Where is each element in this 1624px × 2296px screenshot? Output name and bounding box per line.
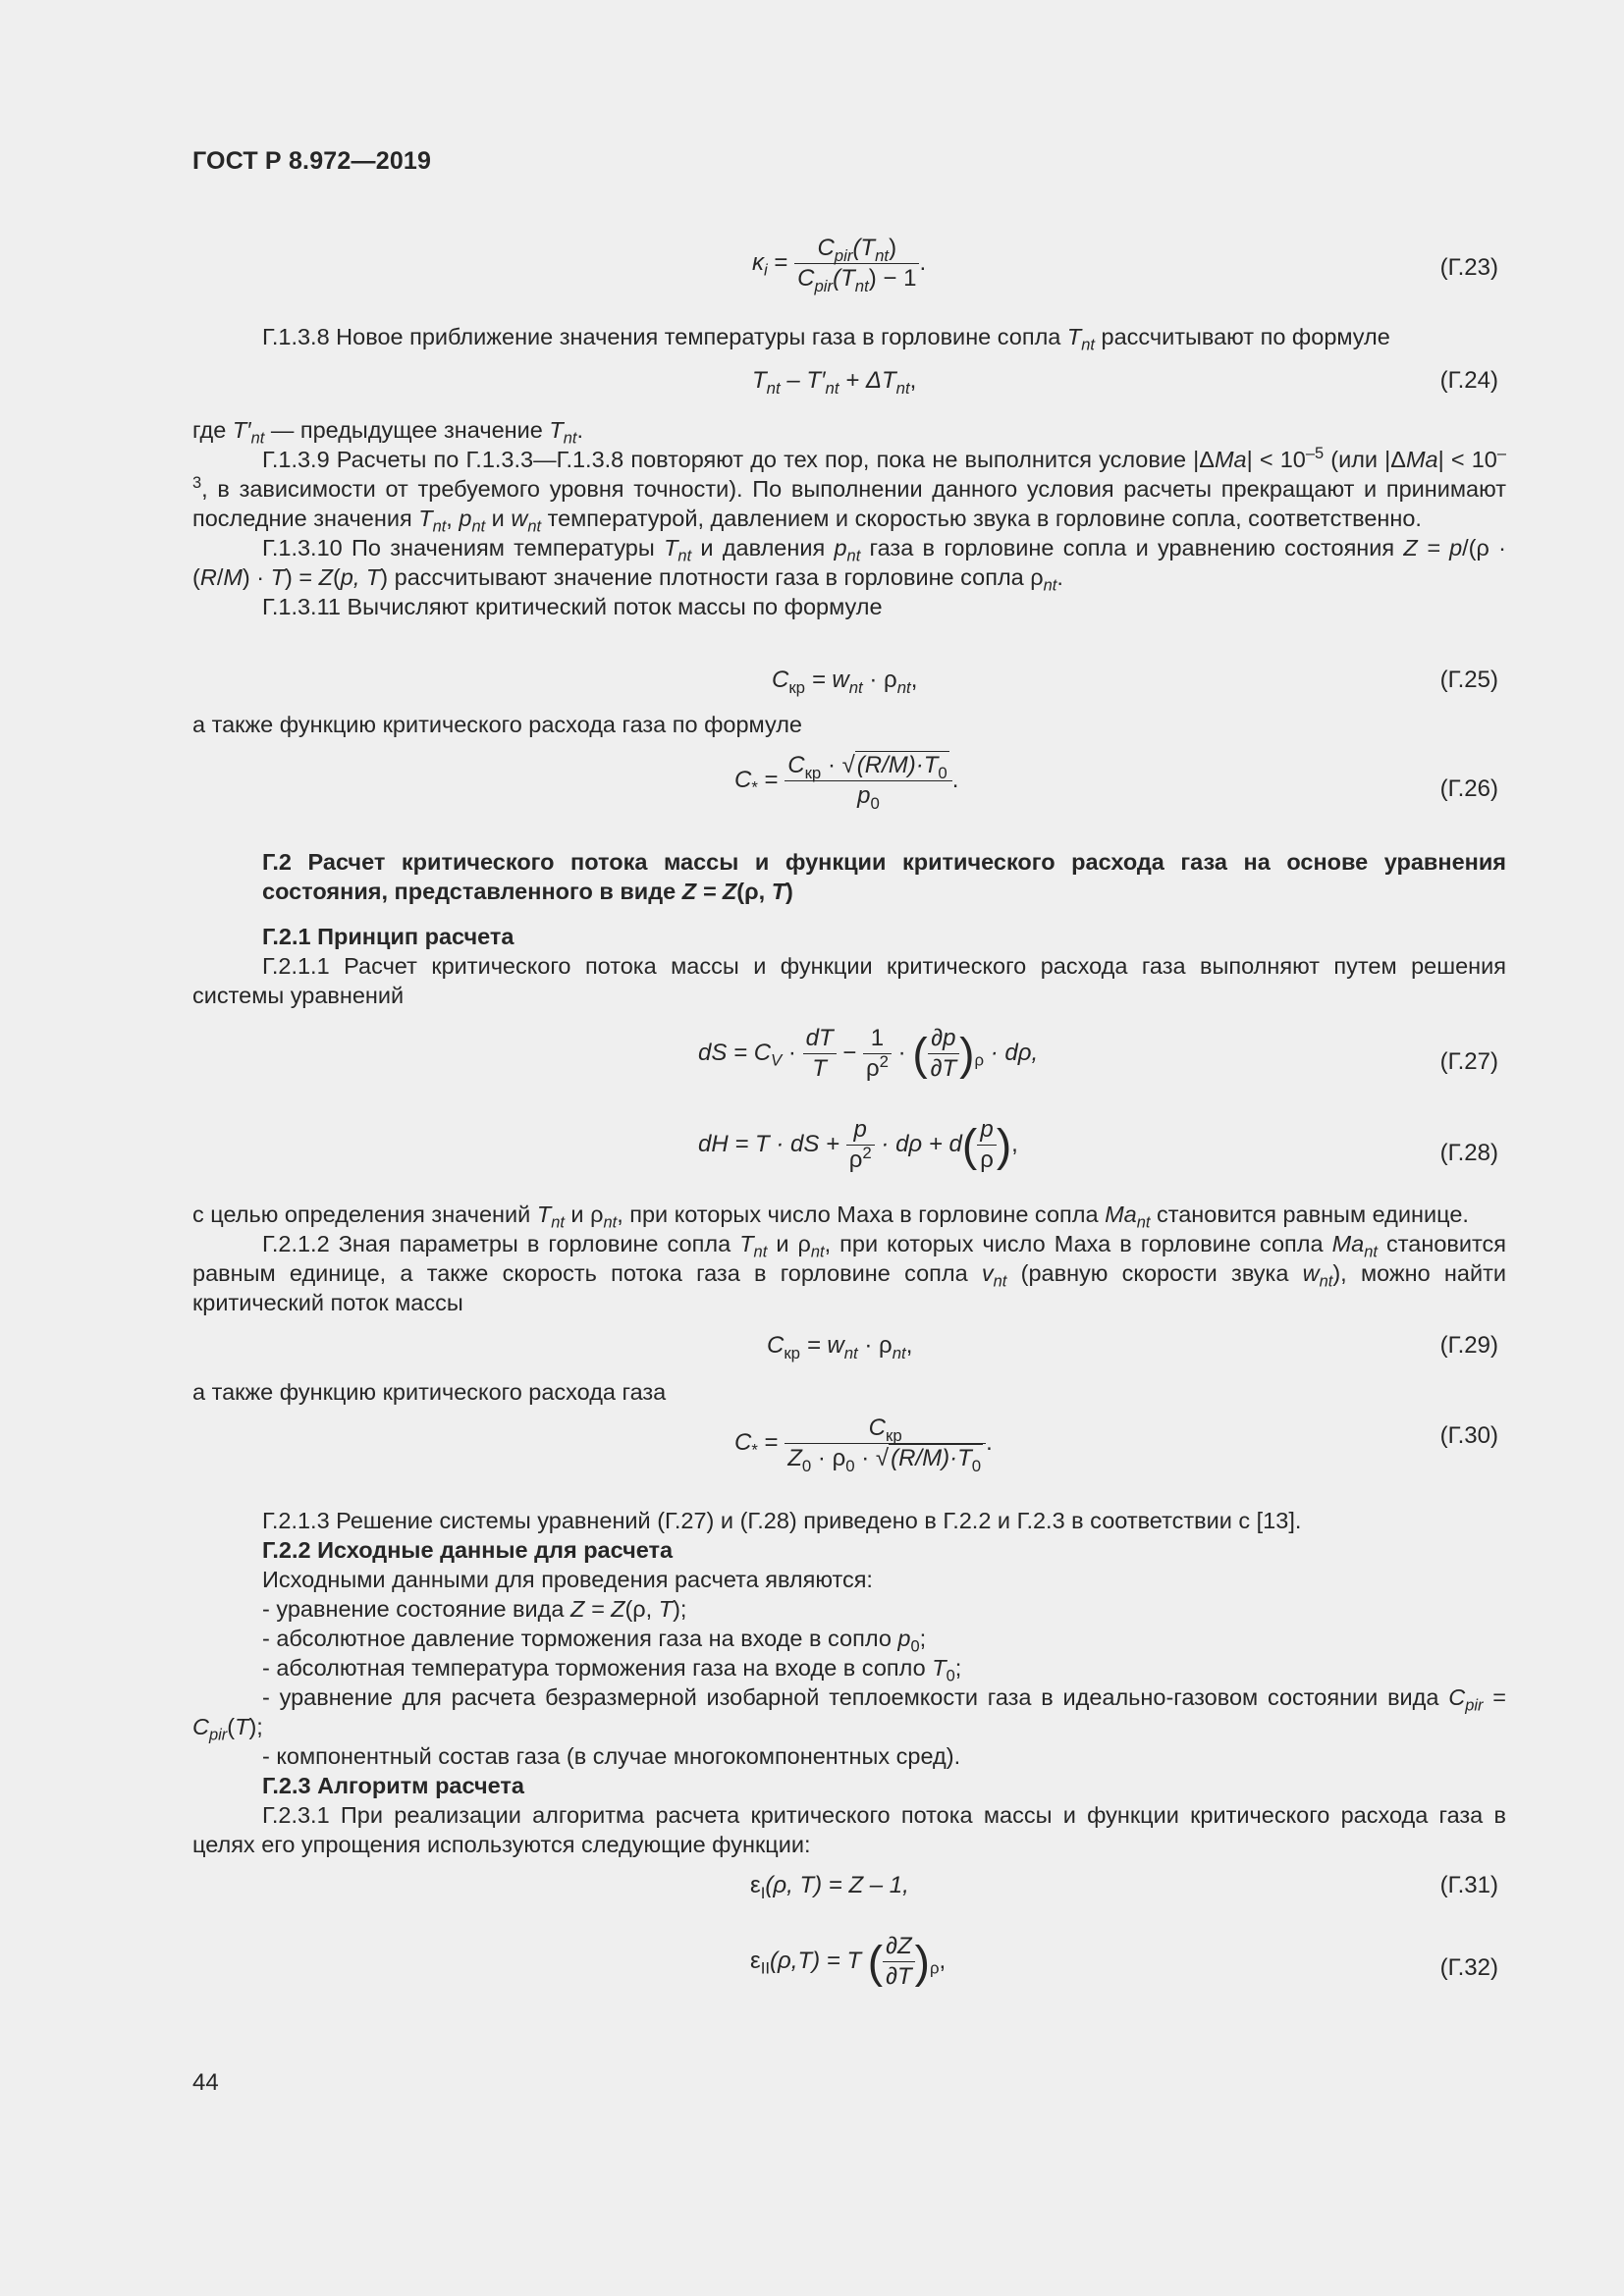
fraction: $\frac{C_{pir}(T_{nt})}{C_{pir}(T_{nt}) - 1}$ [794,234,919,294]
formula-g31: $\varepsilon_I(\rho$, T) = Z – 1, (Г.31) [750,1872,1498,1902]
list-item: - абсолютная температура торможения газа на входе в сопло $T_0$; [262,1655,962,1685]
document-header: ГОСТ Р 8.972—2019 [192,147,432,175]
paragraph: Г.1.3.8 Новое приближение значения температуры газа в горловине сопла $T_{nt}$ рассчитывают по формуле [262,324,1390,354]
subsection-heading: Г.2.1 Принцип расчета [262,924,514,949]
paragraph: Исходными данными для проведения расчета являются: [262,1567,873,1592]
paragraph: Г.2.1.2 Зная параметры в горловине сопла $T_{nt}$ и $\rho_{nt}$, при которых число Маха в горловине сопла $Ma_{nt}$ становится равным единице, а также скорость потока газа в горловине сопла $v_{nt}$ (равную скорости звука $w_{nt}$), можно найти критический поток массы [192,1231,1506,1315]
paragraph: Г.2.1.1 Расчет критического потока массы и функции критического расхода газа выполняют путем решения системы уравнений [192,953,1506,1008]
paragraph: Г.1.3.11 Вычисляют критический поток массы по формуле [262,594,883,619]
page-number: 44 [192,2069,219,2096]
formula-g24: $T_{nt} - T'_{nt} + \Delta T_{nt}$, (Г.24) [752,367,1498,398]
fraction: $\frac{С_{кр} \cdot √(R/M)\cdot T_0}{p_0}$ [785,751,952,811]
formula-g28: dH = T · dS + $\frac{p}{\rho^2}$ · dρ + d( $\frac{p}{\rho}$ ), (Г.28) [698,1116,1498,1173]
formula-g23: $\kappa_i$ = $\frac{C_{pir}(T_{nt})}{C_{pir}(T_{nt}) - 1}$ . (Г.23) [752,235,1498,295]
paragraph: а также функцию критического расхода газа по формуле [192,712,802,737]
paragraph: с целью определения значений $T_{nt}$ и $\rho_{nt}$, при которых число Маха в горловине сопла $Ma_{nt}$ становится равным единице. [192,1201,1469,1232]
subsection-heading: Г.2.3 Алгоритм расчета [262,1773,524,1798]
paragraph: Г.2.1.3 Решение системы уравнений (Г.27) и (Г.28) приведено в Г.2.2 и Г.2.3 в соответствии с [13]. [262,1508,1302,1533]
formula-number: (Г.23) [1439,254,1498,281]
formula-g30: $C_*$ = $\frac{С_{кр}}{Z_0 \cdot \rho_0 \cdot √(R/M)\cdot T_0}$ . (Г.30) [734,1415,1498,1475]
formula-g27: dS = $C_V$ · $\frac{dT}{T}$ − $\frac{1}{\rho^2}$ · ( $\frac{\partial p}{\partial T}$ )$_\rho \cdot d\rho$, (Г.27) [698,1025,1498,1082]
subsection-heading: Г.2.2 Исходные данные для расчета [262,1537,674,1563]
list-item: - абсолютное давление торможения газа на входе в сопло $p_0$; [262,1626,927,1656]
section-heading: Г.2 Расчет критического потока массы и функции критического расхода газа на основе уравнения состояния, представленного в виде Z = Z(ρ, T) [262,849,1506,904]
formula-g32: $\varepsilon_{II}(\rho,T) = T$ ( $\frac{\partial Z}{\partial T}$ )$_\rho$, (Г.32) [750,1933,1498,1990]
formula-g25: $С_{кр} = w_{nt} \cdot \rho_{nt}$, (Г.25) [772,667,1498,697]
paragraph: где $T'_{nt}$ — предыдущее значение $T_{nt}$. [192,417,583,448]
list-item: - уравнение для расчета безразмерной изобарной теплоемкости газа в идеально-газовом состоянии вида $C_{pir} = C_{pir}(T)$; [192,1684,1506,1744]
paragraph: Г.2.3.1 При реализации алгоритма расчета критического потока массы и функции критического расхода газа в целях его упрощения используются следующие функции: [192,1802,1506,1857]
list-item: - уравнение состояние вида Z = Z(ρ, T); [262,1596,687,1622]
paragraph: а также функцию критического расхода газа [192,1379,667,1405]
formula-g29: $С_{кр} = w_{nt} \cdot \rho_{nt}$, (Г.29) [767,1332,1498,1362]
paragraph: Г.1.3.10 По значениям температуры $T_{nt}$ и давления $p_{nt}$ газа в горловине сопла и уравнению состояния Z = p/(ρ · (R/M) · T) = Z(p, T) рассчитывают значение плотности газа в горловине сопла $\rho_{nt}$. [192,535,1506,595]
formula-g26: $C_*$ = $\frac{С_{кр} \cdot √(R/M)\cdot T_0}{p_0}$ . (Г.26) [734,752,1498,813]
list-item: - компонентный состав газа (в случае многокомпонентных сред). [262,1743,961,1769]
fraction: $\frac{С_{кр}}{Z_0 \cdot \rho_0 \cdot √(R/M)\cdot T_0}$ [785,1414,986,1473]
paragraph: Г.1.3.9 Расчеты по Г.1.3.3—Г.1.3.8 повторяют до тех пор, пока не выполнится условие $|\Delta Ma| < 10^{-5}$ (или $|\Delta Ma| < 10^{-3}$, в зависимости от требуемого уровня точности). По выполнении данного условия расчеты прекращают и принимают последние значения $T_{nt}$, $p_{nt}$ и $w_{nt}$ температурой, давлением и скоростью звука в горловине сопла, соответственно. [192,445,1507,536]
